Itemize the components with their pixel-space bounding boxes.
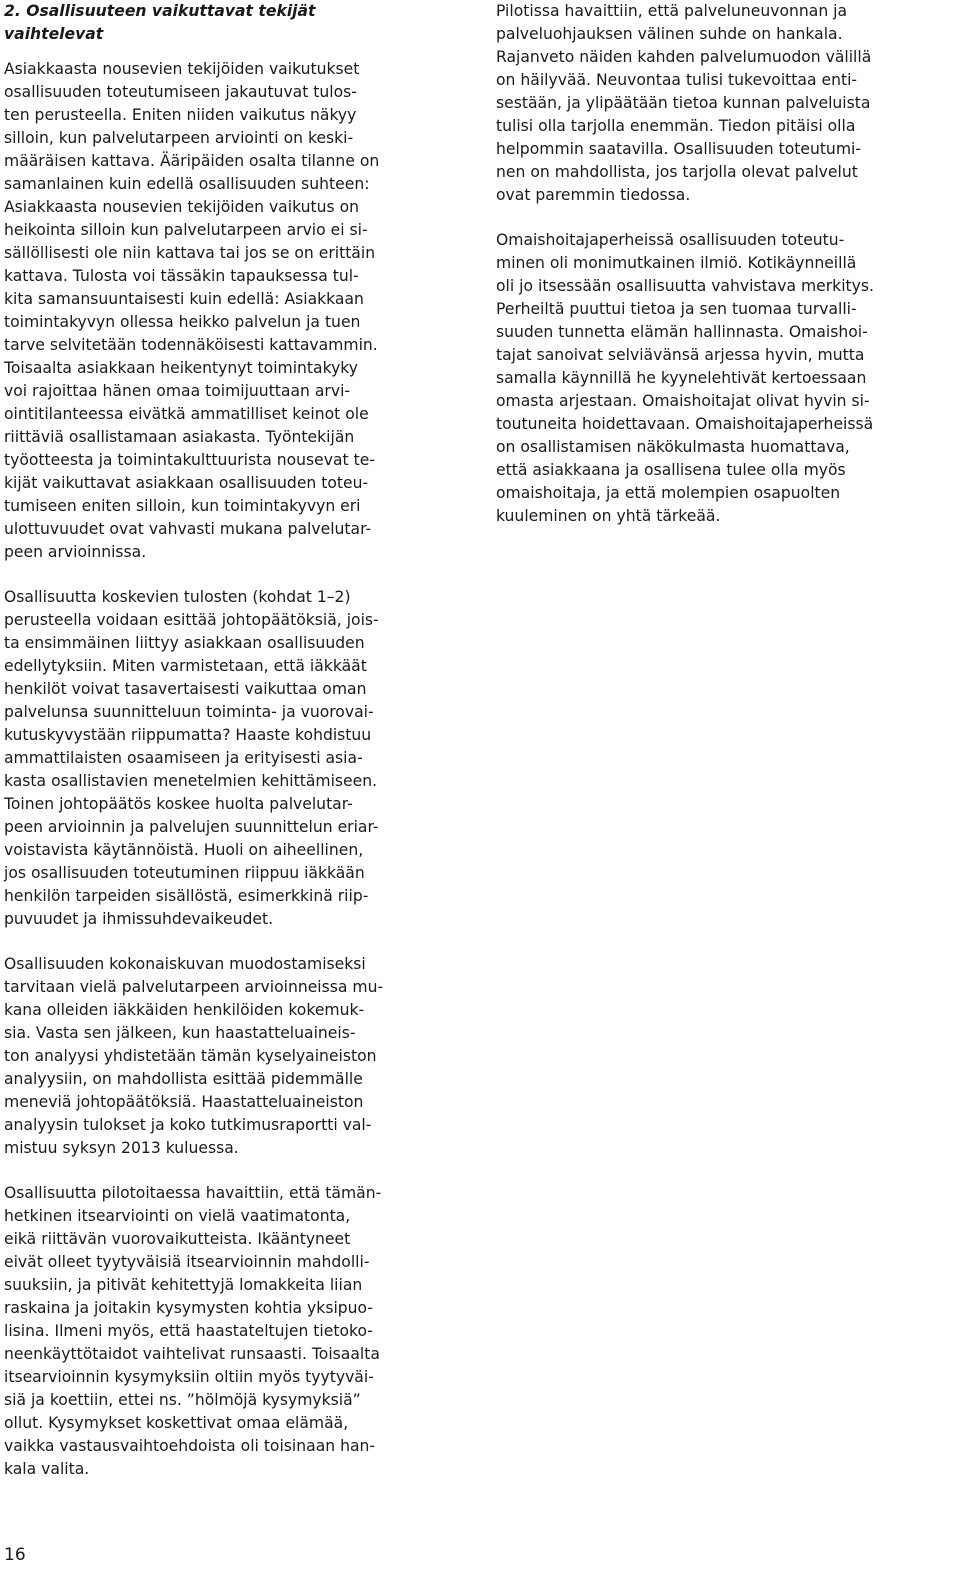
paragraph-asiakkaasta-nousevat-tekijat: Asiakkaasta nousevien tekijöiden vaikutukset osallisuuden toteutumiseen jakautuvat tulos- ten perusteella. Eniten niiden vaikutus näkyy silloin, kun palvelutarpeen arviointi on keski- määräisen kattava. Ääripäiden osalta tilanne on samanlainen kuin edellä osallisuuden suhteen: Asiakkaasta nousevien tekijöiden vaikutus on heikointa silloin kun palvelutarpeen arvio ei si- sällöllisesti ole niin kattava tai jos se on erittäin kattava. Tulosta voi tässäkin tapauksessa tul- kita samansuuntaisesti kuin edellä: Asiakkaan toimintakyvyn ollessa heikko palvelun ja tuen tarve selvitetään todennäköisesti kattavammin. Toisaalta asiakkaan heikentynyt toimintakyky voi rajoittaa hänen omaa toimijuuttaan arvi- ointitilanteessa eivätkä ammatilliset keinot ole riittäviä osallistamaan asiakasta. Työntekijän työotteesta ja toimintakulttuurista nousevat te- kijät vaikuttavat asiakkaan osallisuuden toteu- tumiseen eniten silloin, kun toimintakyvyn eri ulottuvuudet ovat vahvasti mukana palvelutar- peen arvioinnissa. — [4, 60, 380, 561]
paragraph-palveluneuvonta: Pilotissa havaittiin, että palveluneuvonnan ja palveluohjauksen välinen suhde on hankala. Rajanveto näiden kahden palvelumuodon välillä on häilyvää. Neuvontaa tulisi tukevoittaa enti- sestään, ja ylipäätään tietoa kunnan palveluista tulisi olla tarjolla enemmän. Tiedon pitäisi olla helpommin saatavilla. Osallisuuden toteutumi- nen on mahdollista, jos tarjolla olevat palvelut ovat paremmin tiedossa. — [496, 2, 872, 204]
section-heading: 2. Osallisuuteen vaikuttavat tekijät vaihtelevat — [4, 2, 316, 43]
left-column — [4, 0, 468, 1481]
paragraph-itsearviointi: Osallisuutta pilotoitaessa havaittiin, että tämän- hetkinen itsearviointi on vielä vaatimatonta, eikä riittävän vuorovaikutteista. Ikääntyneet eivät olleet tyytyväisiä itsearvioinnin mahdolli- suuksiin, ja pitivät kehitettyjä lomakkeita liian raskaina ja joitakin kysymysten kohtia yksipuo- lisina. Ilmeni myös, että haastateltujen tietoko- neenkäyttötaidot vaihtelivat runsaasti. Toisaalta itsearvioinnin kysymyksiin oltiin myös tyytyväi- siä ja koettiin, ettei ns. ”hölmöjä kysymyksiä” ollut. Kysymykset koskettivat omaa elämää, vaikka vastausvaihtoehdoista oli toisinaan han- kala valita. — [4, 1184, 382, 1478]
paragraph-omaishoitajaperheet: Omaishoitajaperheissä osallisuuden toteutu- minen oli monimutkainen ilmiö. Kotikäynneillä oli jo itsessään osallisuutta vahvistava merkitys. Perheiltä puuttui tietoa ja sen tuomaa turvalli- suuden tunnetta elämän hallinnasta. Omaishoi- tajat sanoivat selviävänsä arjessa hyvin, mutta samalla käynnillä he kyynelehtivät kertoessaan omasta arjestaan. Omaishoitajat olivat hyvin si- toutuneita hoidettavaan. Omaishoitajaperheissä on osallistamisen näkökulmasta huomattava, että asiakkaana ja osallisena tulee olla myös omaishoitaja, ja että molempien osapuolten kuuleminen on yhtä tärkeää. — [496, 231, 874, 525]
paragraph-kokonaiskuva: Osallisuuden kokonaiskuvan muodostamiseksi tarvitaan vielä palvelutarpeen arvioinneissa mu- kana olleiden iäkkäiden henkilöiden kokemuk- sia. Vasta sen jälkeen, kun haastatteluaineis- ton analyysi yhdistetään tämän kyselyaineiston analyysiin, on mahdollista esittää pidemmälle meneviä johtopäätöksiä. Haastatteluaineiston analyysin tulokset ja koko tutkimusraportti val- mistuu syksyn 2013 kuluessa. — [4, 955, 384, 1157]
right-column — [496, 0, 956, 528]
paragraph-johtopaatokset: Osallisuutta koskevien tulosten (kohdat 1–2) perusteella voidaan esittää johtopäätöksiä, jois- ta ensimmäinen liittyy asiakkaan osallisuuden edellytyksiin. Miten varmistetaan, että iäkkäät henkilöt voivat tasavertaisesti vaikuttaa oman palvelunsa suunnitteluun toiminta- ja vuorovai- kutuskyvystään riippumatta? Haaste kohdistuu ammattilaisten osaamiseen ja erityisesti asia- kasta osallistavien menetelmien kehittämiseen. Toinen johtopäätös koskee huolta palvelutar- peen arvioinnin ja palvelujen suunnittelun eriar- voistavista käytännöistä. Huoli on aiheellinen, jos osallisuuden toteutuminen riippuu iäkkään henkilön tarpeiden sisällöstä, esimerkkinä riip- puvuudet ja ihmissuhdevaikeudet. — [4, 588, 379, 928]
page-number: 16 — [4, 1545, 26, 1565]
